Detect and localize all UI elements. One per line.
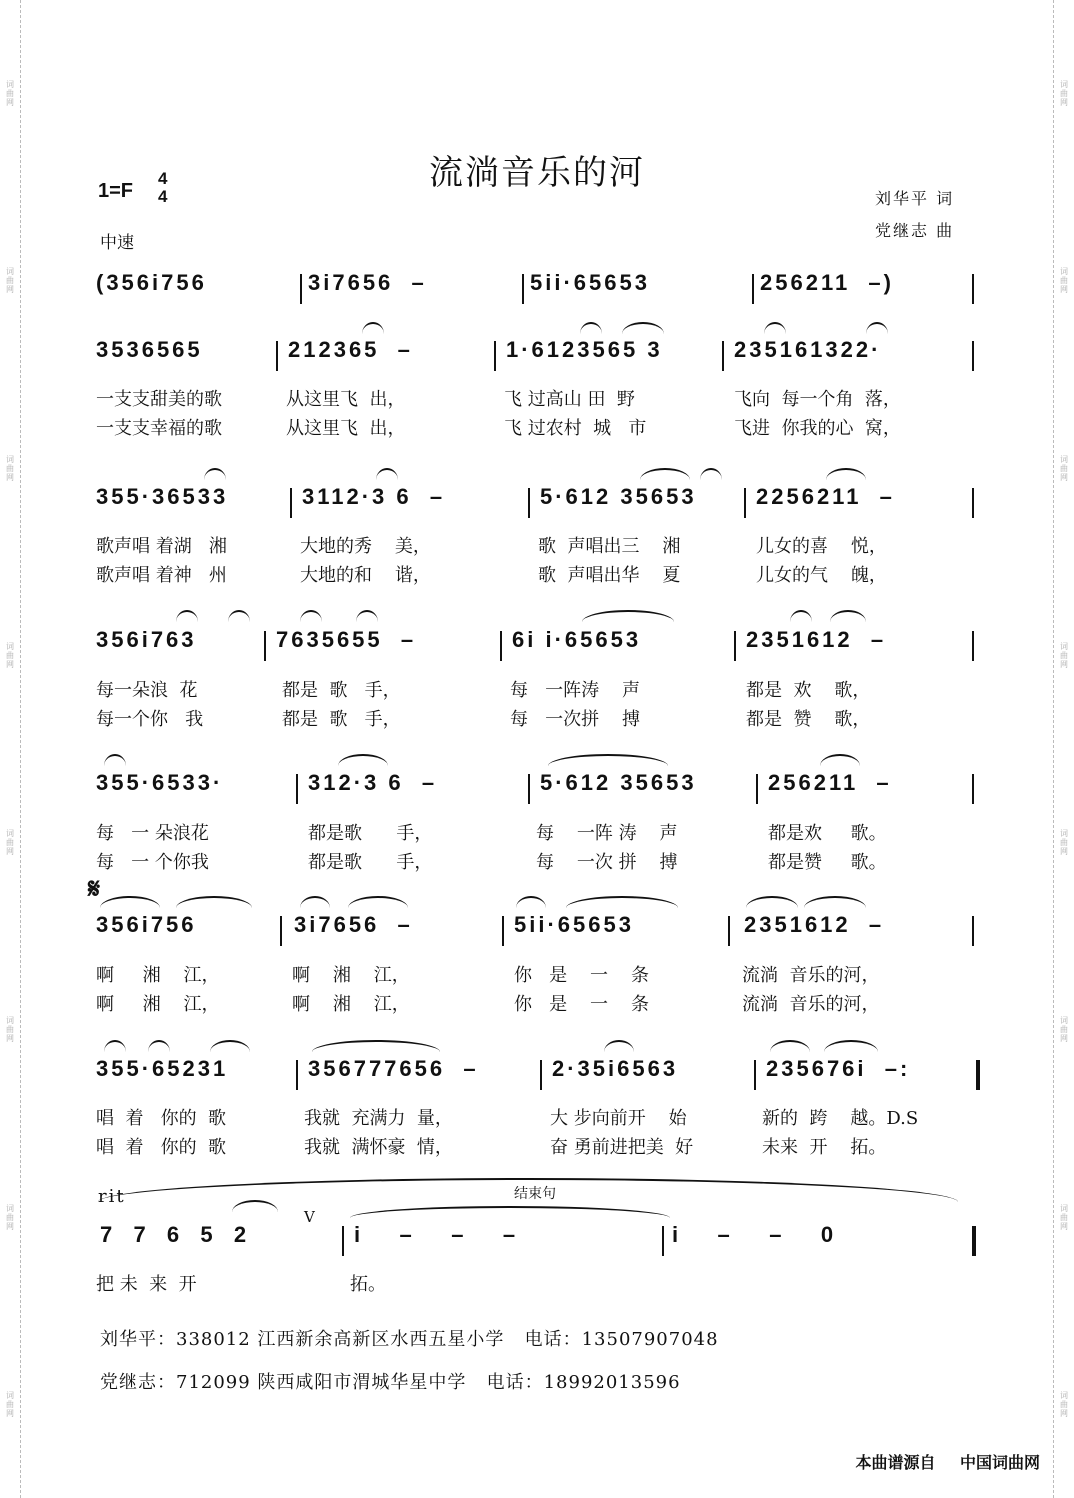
barline	[296, 1060, 298, 1090]
notation-row	[96, 770, 986, 806]
lyric-line	[96, 1104, 976, 1128]
slur-mark	[770, 1040, 810, 1052]
lyric-phrase: 一支支幸福的歌	[96, 418, 222, 439]
watermark-text: 词曲网	[1059, 641, 1069, 669]
barline	[734, 631, 736, 661]
lyric-phrase: 飞 过高山 田 野	[504, 389, 635, 410]
repeat-end-barline	[976, 1060, 980, 1090]
lyric-phrase: 每 一 朵浪花	[96, 823, 209, 844]
lyric-phrase: 儿女的喜 悦，	[756, 536, 887, 557]
segno-sign: 𝄋	[88, 872, 101, 905]
lyric-line	[96, 676, 976, 700]
slur-mark	[830, 610, 866, 622]
barline	[972, 631, 974, 661]
ending-label: 结束句	[510, 1183, 560, 1203]
notation-row	[96, 1222, 986, 1258]
measure: 5·612 35653	[540, 770, 697, 795]
slur-mark	[350, 1206, 670, 1218]
lyric-phrase: 儿女的气 魄，	[756, 565, 887, 586]
measure: 355·6533·	[96, 770, 224, 795]
lyric-phrase: 你 是 一 条	[514, 965, 649, 986]
slur-mark	[300, 896, 330, 908]
lyric-line	[96, 1133, 976, 1157]
ritardando-marking: rit	[98, 1186, 126, 1207]
measure: 2256211 –	[756, 484, 895, 509]
lyric-phrase: 流淌 音乐的河，	[742, 965, 880, 986]
measure: 7 7 6 5 2	[100, 1222, 250, 1247]
lyric-line	[96, 414, 976, 438]
tempo-marking: 中速	[100, 233, 134, 253]
measure: 256211 –)	[760, 270, 894, 295]
barline	[662, 1226, 664, 1256]
lyric-phrase: 都是 歌 手，	[282, 709, 401, 730]
measure: 2·35i6563	[552, 1056, 679, 1081]
slur-mark	[204, 468, 226, 480]
measure: 2351612 –	[744, 912, 885, 937]
barline	[522, 274, 524, 304]
lyric-phrase: 大地的和 谐，	[300, 565, 431, 586]
measure: 256211 –	[768, 770, 892, 795]
slur-mark	[176, 610, 198, 622]
lyric-phrase: 歌 声唱出三 湘	[538, 536, 681, 557]
measure: 312·3 6 –	[308, 770, 438, 795]
lyric-phrase: 每一朵浪 花	[96, 680, 198, 701]
measure: 7635655 –	[276, 627, 417, 652]
watermark-text: 词曲网	[5, 641, 15, 669]
song-title: 流淌音乐的河	[429, 153, 645, 193]
lyric-phrase: 每 一阵 涛 声	[536, 823, 678, 844]
measure: 3112·3 6 –	[302, 484, 446, 509]
lyric-phrase: 每一个你 我	[96, 709, 204, 730]
slur-mark	[764, 322, 786, 334]
watermark-text: 词曲网	[5, 1390, 15, 1418]
measure: 355·36533	[96, 484, 229, 509]
lyric-phrase: 歌 声唱出华 夏	[538, 565, 681, 586]
barline	[502, 916, 504, 946]
measure: 1·6123565 3	[506, 337, 663, 362]
lyricist-contact: 刘华平：338012 江西新余高新区水西五星小学 电话：13507907048	[100, 1329, 719, 1350]
lyric-line	[96, 705, 976, 729]
barline	[744, 488, 746, 518]
measure: 356i763	[96, 627, 197, 652]
measure: 5ii·65653	[530, 270, 650, 295]
right-watermark-strip	[1053, 0, 1074, 1498]
barline	[756, 774, 758, 804]
barline	[300, 274, 302, 304]
slur-mark	[228, 610, 250, 622]
measure: 5ii·65653	[514, 912, 634, 937]
barline	[972, 274, 974, 304]
slur-mark	[622, 322, 664, 334]
measure: 355·65231	[96, 1056, 229, 1081]
notation-row	[96, 912, 986, 948]
measure: 5·612 35653	[540, 484, 697, 509]
lyric-phrase: 飞进 你我的心 窝，	[734, 418, 901, 439]
barline	[264, 631, 266, 661]
lyric-phrase: 啊 湘 江，	[292, 994, 410, 1015]
source-prefix: 本曲谱源自	[855, 1455, 936, 1472]
lyric-phrase: 我就 充满力 量，	[304, 1108, 453, 1129]
barline	[528, 488, 530, 518]
measure: 6i i·65653	[512, 627, 642, 652]
lyric-phrase: 新的 跨 越。D.S	[762, 1108, 919, 1129]
lyric-phrase: 我就 满怀豪 情，	[304, 1137, 453, 1158]
composer-contact: 党继志：712099 陕西咸阳市渭城华星中学 电话：18992013596	[100, 1372, 681, 1393]
slur-mark	[338, 754, 388, 766]
time-signature-bottom: 4	[158, 187, 168, 206]
lyric-phrase: 啊 湘 江，	[292, 965, 410, 986]
lyric-phrase: 从这里飞 出，	[286, 418, 406, 439]
watermark-text: 词曲网	[1059, 1390, 1069, 1418]
slur-mark	[566, 896, 678, 908]
slur-mark	[582, 610, 674, 622]
lyric-line	[96, 532, 976, 556]
measure: 356777656 –	[308, 1056, 479, 1081]
lyric-phrase: 都是歌 手，	[308, 852, 433, 873]
lyric-line	[96, 990, 976, 1014]
barline	[540, 1060, 542, 1090]
lyric-phrase: 大 步向前开 始	[550, 1108, 687, 1129]
lyric-phrase: 啊 湘 江，	[96, 965, 220, 986]
slur-mark	[362, 322, 384, 334]
slur-mark	[356, 610, 378, 622]
slur-mark	[824, 1040, 878, 1052]
barline	[276, 341, 278, 371]
notation-row	[96, 627, 986, 663]
watermark-text: 词曲网	[1059, 454, 1069, 482]
slur-mark	[700, 468, 722, 480]
barline	[290, 488, 292, 518]
watermark-text: 词曲网	[5, 454, 15, 482]
left-watermark-strip	[0, 0, 21, 1498]
lyric-phrase: 啊 湘 江，	[96, 994, 220, 1015]
measure: 356i756	[96, 912, 197, 937]
measure: 212365 –	[288, 337, 413, 362]
measure: (356i756	[96, 270, 207, 295]
watermark-text: 词曲网	[1059, 829, 1069, 857]
barline	[342, 1226, 344, 1256]
slur-mark	[580, 322, 602, 334]
slur-mark	[866, 322, 888, 334]
lyric-line	[96, 385, 976, 409]
barline	[972, 774, 974, 804]
lyric-phrase: 都是 赞 歌，	[746, 709, 871, 730]
barline	[972, 488, 974, 518]
slur-mark	[804, 896, 866, 908]
lyric-line	[96, 561, 976, 585]
watermark-text: 词曲网	[5, 80, 15, 108]
measure: 235161322·	[734, 337, 882, 362]
slur-mark	[640, 468, 690, 480]
lyric-phrase: 都是赞 歌。	[768, 852, 887, 873]
lyric-line	[96, 848, 976, 872]
watermark-text: 词曲网	[5, 829, 15, 857]
lyric-line	[96, 1270, 976, 1294]
time-signature-top: 4	[158, 169, 168, 188]
lyricist-credit: 刘华平 词	[875, 189, 955, 208]
measure: 3536565	[96, 337, 203, 362]
measure: 3i7656 –	[294, 912, 413, 937]
barline	[728, 916, 730, 946]
lyric-phrase: 都是 歌 手，	[282, 680, 401, 701]
barline	[494, 341, 496, 371]
slur-mark	[312, 1040, 440, 1052]
watermark-text: 词曲网	[1059, 1203, 1069, 1231]
lyric-phrase: 都是 欢 歌，	[746, 680, 871, 701]
barline	[500, 631, 502, 661]
lyric-phrase: 未来 开 拓。	[762, 1137, 887, 1158]
source-credit	[856, 1450, 1040, 1473]
measure: i – – 0	[672, 1222, 837, 1247]
barline	[754, 1060, 756, 1090]
final-barline	[972, 1226, 976, 1256]
lyric-phrase: 歌声唱 着湖 湘	[96, 536, 227, 557]
watermark-text: 词曲网	[5, 1016, 15, 1044]
lyric-phrase: 每 一 个你我	[96, 852, 209, 873]
watermark-text: 词曲网	[5, 267, 15, 295]
barline	[752, 274, 754, 304]
lyric-phrase: 都是歌 手，	[308, 823, 433, 844]
lyric-phrase: 奋 勇前进把美 好	[550, 1137, 694, 1158]
barline	[722, 341, 724, 371]
notation-row	[96, 1056, 986, 1092]
slur-mark	[176, 896, 252, 908]
watermark-text: 词曲网	[5, 1203, 15, 1231]
measure: 3i7656 –	[308, 270, 427, 295]
barline	[296, 774, 298, 804]
lyric-phrase: 都是欢 歌。	[768, 823, 887, 844]
slur-mark	[300, 610, 322, 622]
barline	[972, 916, 974, 946]
barline	[280, 916, 282, 946]
lyric-phrase: 一支支甜美的歌	[96, 389, 222, 410]
breath-mark: V	[304, 1208, 315, 1226]
lyric-phrase: 飞向 每一个角 落，	[734, 389, 901, 410]
lyric-phrase: 唱 着 你的 歌	[96, 1137, 227, 1158]
lyric-phrase: 每 一阵涛 声	[510, 680, 641, 701]
notation-row	[96, 484, 986, 520]
lyric-phrase: 大地的秀 美，	[300, 536, 431, 557]
slur-mark	[790, 610, 812, 622]
measure: 235676i –:	[766, 1056, 911, 1081]
lyric-phrase: 飞 过农村 城 市	[504, 418, 647, 439]
slur-mark	[516, 896, 546, 908]
watermark-text: 词曲网	[1059, 80, 1069, 108]
lyric-phrase: 从这里飞 出，	[286, 389, 406, 410]
lyric-phrase: 把 未 来 开	[96, 1274, 197, 1295]
lyric-phrase: 每 一次 拼 搏	[536, 852, 678, 873]
lyric-phrase: 拓。	[350, 1274, 386, 1295]
lyric-phrase: 流淌 音乐的河，	[742, 994, 880, 1015]
barline	[528, 774, 530, 804]
measure: i – – –	[354, 1222, 519, 1247]
lyric-line	[96, 961, 976, 985]
slur-mark	[348, 896, 408, 908]
slur-mark	[826, 468, 866, 480]
slur-mark	[100, 896, 160, 908]
slur-mark	[604, 1040, 634, 1052]
watermark-text: 词曲网	[1059, 267, 1069, 295]
slur-mark	[210, 1040, 250, 1052]
slur-mark	[548, 754, 668, 766]
watermark-text: 词曲网	[1059, 1016, 1069, 1044]
slur-mark	[820, 754, 860, 766]
barline	[972, 341, 974, 371]
lyric-phrase: 你 是 一 条	[514, 994, 649, 1015]
slur-mark	[104, 754, 126, 766]
lyric-line	[96, 819, 976, 843]
measure: 2351612 –	[746, 627, 887, 652]
notation-row	[96, 270, 986, 306]
composer-credit: 党继志 曲	[875, 221, 955, 240]
source-site: 中国词曲网	[959, 1455, 1040, 1472]
lyric-phrase: 歌声唱 着神 州	[96, 565, 227, 586]
slur-mark	[746, 896, 798, 908]
lyric-phrase: 每 一次拼 搏	[510, 709, 641, 730]
slur-mark	[376, 468, 398, 480]
key-signature: 1=F	[98, 180, 134, 202]
time-signature	[158, 170, 167, 206]
notation-row	[96, 337, 986, 373]
lyric-phrase: 唱 着 你的 歌	[96, 1108, 227, 1129]
slur-mark	[148, 1040, 170, 1052]
slur-mark	[104, 1040, 126, 1052]
